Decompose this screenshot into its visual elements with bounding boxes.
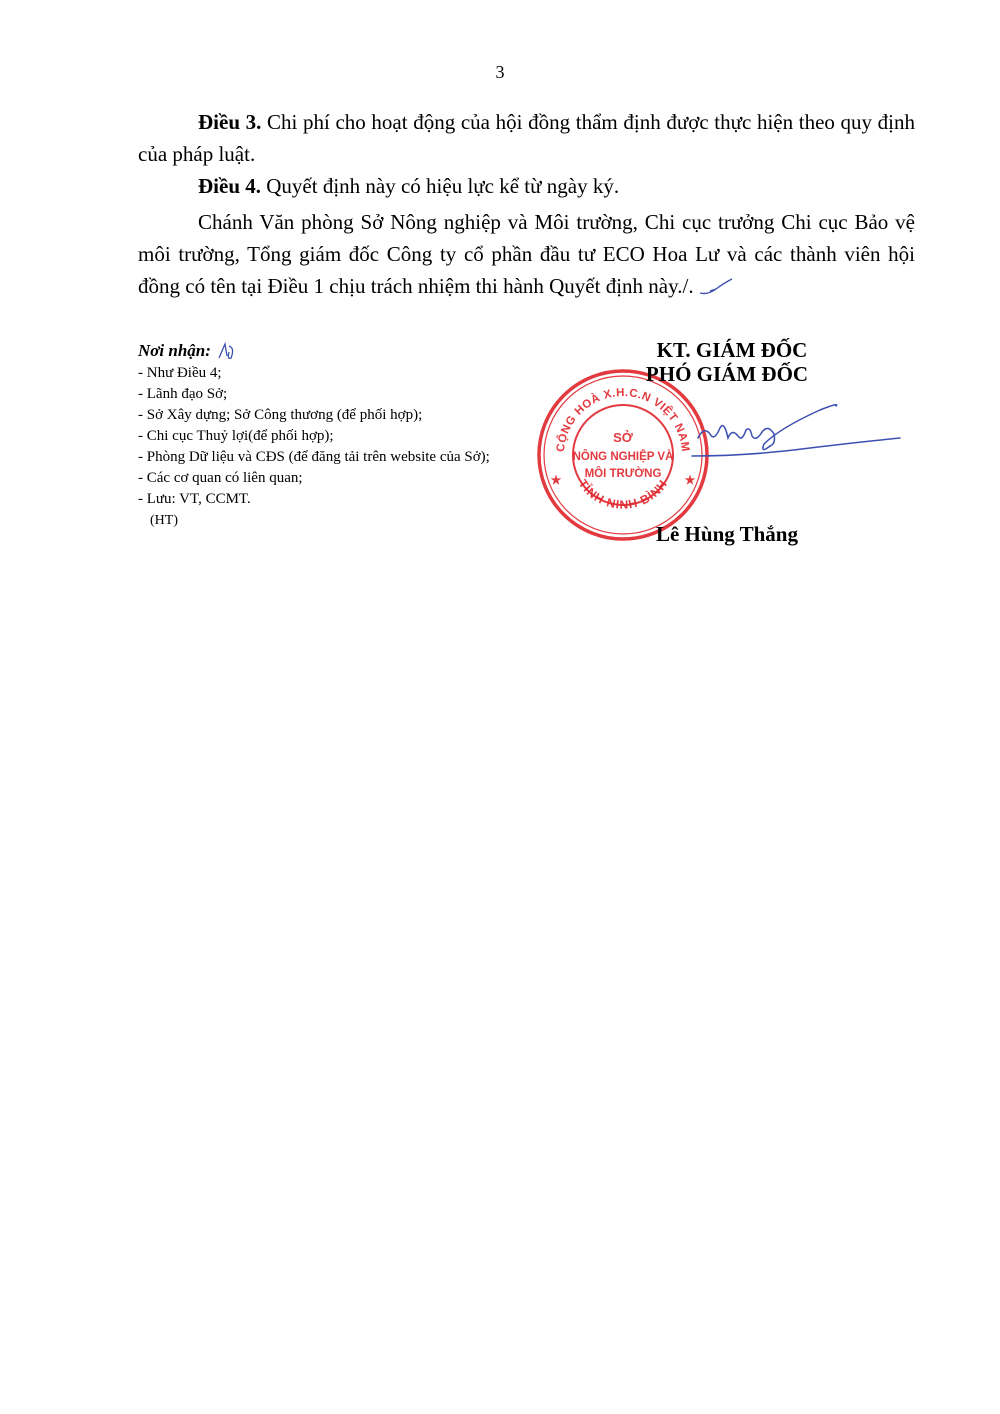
- article-3-label: Điều 3.: [198, 110, 262, 134]
- recipients-title-row: [138, 340, 598, 363]
- initials-mark-icon: [215, 340, 239, 362]
- recipients-title: Nơi nhận:: [138, 341, 211, 360]
- recipients-block: [138, 340, 598, 531]
- article-4-text: Quyết định này có hiệu lực kể từ ngày ký.: [261, 174, 620, 198]
- recipient-item: - Như Điều 4;: [138, 365, 222, 381]
- implementation-text: Chánh Văn phòng Sở Nông nghiệp và Môi trường, Chi cục trưởng Chi cục Bảo vệ môi trường, Tổng giám đốc Công ty cổ phần đầu tư ECO Hoa Lư và các thành viên hội đồng có tên tại Điều 1 chịu trách nhiệm thi hành Quyết định này./.: [138, 210, 915, 298]
- recipient-item: - Sở Xây dựng; Sở Công thương (để phối hợp);: [138, 407, 423, 423]
- signer-title-line1: KT. GIÁM ĐỐC: [656, 338, 808, 362]
- article-3: [138, 106, 915, 170]
- official-seal-icon: [534, 366, 712, 544]
- article-4: [138, 170, 915, 202]
- recipient-item: - Phòng Dữ liệu và CĐS (để đăng tải trên website của Sở);: [138, 449, 490, 465]
- drafter-initials: (HT): [150, 513, 178, 528]
- seal-center-line2: NÔNG NGHIỆP VÀ: [572, 451, 674, 463]
- recipient-item: - Chi cục Thuỷ lợi(để phối hợp);: [138, 428, 334, 444]
- signer-title-line2: PHÓ GIÁM ĐỐC: [645, 362, 809, 386]
- article-4-label: Điều 4.: [198, 174, 261, 198]
- seal-center-line1: SỞ: [613, 430, 633, 445]
- seal-center-line3: MÔI TRƯỜNG: [584, 468, 662, 480]
- handwritten-signature-icon: [690, 398, 902, 468]
- recipient-item: - Lãnh đạo Sở;: [138, 386, 228, 402]
- page-number: 3: [495, 62, 505, 82]
- recipient-item: - Các cơ quan có liên quan;: [138, 470, 303, 486]
- seal-star-icon: ★: [684, 473, 696, 487]
- article-3-text: Chi phí cho hoạt động của hội đồng thẩm định được thực hiện theo quy định của pháp luật.: [138, 110, 915, 166]
- seal-text-bottom: TỈNH NINH BÌNH: [575, 476, 671, 512]
- signer-name: Lê Hùng Thắng: [655, 522, 798, 546]
- implementation-paragraph: [138, 206, 915, 302]
- seal-star-icon: ★: [550, 473, 562, 487]
- recipient-item: - Lưu: VT, CCMT.: [138, 491, 251, 507]
- check-mark-icon: [696, 275, 736, 299]
- svg-text:TỈNH NINH BÌNH: [576, 477, 671, 512]
- seal-text-top: CỘNG HOÀ X.H.C.N VIỆT NAM: [554, 386, 692, 453]
